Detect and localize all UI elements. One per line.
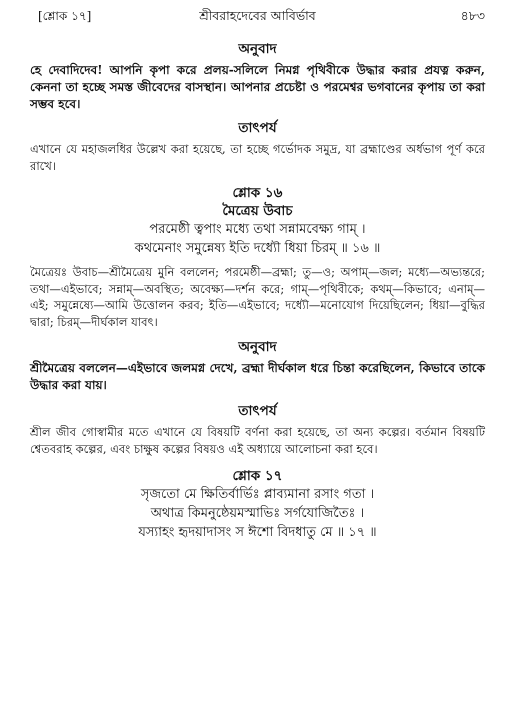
translation-heading-1: অনুবাদ (238, 41, 277, 57)
translation-heading-2: অনুবাদ (238, 339, 277, 355)
header-chapter-title: শ্রীবরাহদেবের আবির্ভাব (199, 8, 316, 23)
purport-heading-2: তাৎপর্য (238, 403, 277, 419)
verse-17-line-2: অথাত্র কিমনুষ্ঠেয়মস্মাভিঃ সর্গযোজিতৈঃ । (150, 506, 365, 521)
header-verse-ref: [শ্লোক ১৭] (38, 9, 92, 23)
verse-17 (30, 485, 485, 542)
translation-text-1: হে দেবাদিদেব! আপনি কৃপা করে প্রলয়-সলিলে নিমগ্ন পৃথিবীকে উদ্ধার করার প্রযত্ন করুন, কেননা তা হচ্ছে সমস্ত জীবেদের বাসস্থান। আপনার প্রচেষ্টা ও পরমেশ্বর ভগবানের কৃপায় তা করা সম্ভব হবে। (30, 63, 485, 111)
purport-heading-1: তাৎপর্য (238, 120, 277, 136)
verse-16-synonyms: মৈত্রেয়ঃ উবাচ—শ্রীমৈত্রেয় মুনি বললেন; পরমেষ্ঠী—ব্রহ্মা; তু—ও; অপাম্—জল; মধ্যে—অভ্যন্তরে; তথা—এইভাবে; সন্নাম্—অবস্থিত; অবেক্ষ্য—দর্শন করে; গাম্—পৃথিবীকে; কথম্—কিভাবে; এনাম্—এই; সমুন্নেষ্যে—আমি উত্তোলন করব; ইতি—এইভাবে; দধ্যৌ—মনোযোগ দিয়েছিলেন; ধিয়া—বুদ্ধির দ্বারা; চিরম্—দীর্ঘকাল যাবৎ। (30, 265, 485, 329)
verse-16 (30, 220, 485, 258)
verse-16-speaker: মৈত্রেয় উবাচ (222, 203, 293, 219)
verse-17-line-1: সৃজতো মে ক্ষিতির্বার্ভিঃ প্লাব্যমানা রসাং গতা । (140, 487, 375, 502)
page-header (30, 0, 485, 40)
purport-text-2: শ্রীল জীব গোস্বামীর মতে এখানে যে বিষয়টি বর্ণনা করা হয়েছে, তা অন্য কল্পের। বর্তমান বিষয়টি শ্বেতবরাহ কল্পের, এবং চাক্ষুষ কল্পের বিষয়ও এই অধ্যায়ে আলোচনা করা হবে। (30, 425, 485, 456)
verse-16-line-2: কথমেনাং সমুন্নেষ্য ইতি দধ্যৌ ধিয়া চিরম্ ॥ ১৬ ॥ (134, 241, 381, 256)
verse-16-number: শ্লোক ১৬ (232, 185, 283, 201)
translation-text-2: শ্রীমৈত্রেয় বললেন—এইভাবে জলমগ্ন দেখে, ব্রহ্মা দীর্ঘকাল ধরে চিন্তা করেছিলেন, কিভাবে তাকে উদ্ধার করা যায়। (30, 361, 485, 392)
header-page-number: ৪৮৩ (460, 8, 485, 23)
verse-16-line-1: পরমেষ্ঠী ত্বপাং মধ্যে তথা সন্নামবেক্ষ্য গাম্ । (149, 222, 366, 237)
verse-17-line-3: যস্যাহং হৃদয়াদাসং স ঈশো বিদধাতু মে ॥ ১৭ ॥ (138, 525, 377, 540)
purport-text-1: এখানে যে মহাজলধির উল্লেখ করা হয়েছে, তা হচ্ছে গর্ভোদক সমুদ্র, যা ব্রহ্মাণ্ডের অর্ধভাগ পূর্ণ করে রাখে। (30, 142, 485, 173)
verse-17-number: শ্লোক ১৭ (232, 468, 283, 484)
